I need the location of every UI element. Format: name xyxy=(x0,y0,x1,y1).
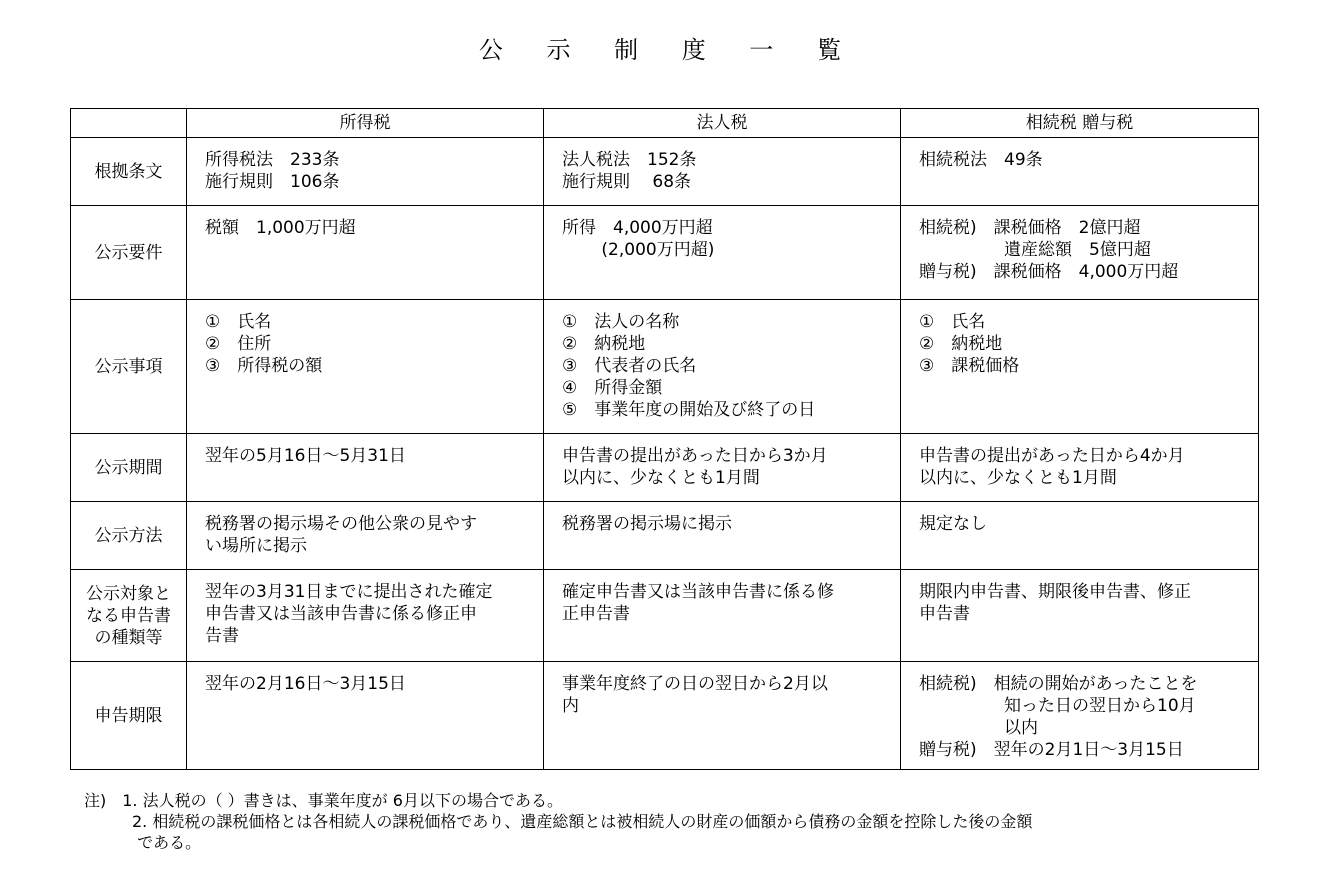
row-header-disclosure-items: 公示事項 xyxy=(71,300,187,434)
cell-target-returns-income-tax xyxy=(187,570,544,662)
cell-text-line: 施行規則 106条 xyxy=(205,172,340,192)
row-header-target-returns: 公示対象となる申告書の種類等 xyxy=(71,570,187,662)
cell-filing-deadline-inheritance-gift-tax xyxy=(901,662,1259,770)
cell-text-line: 正申告書 xyxy=(562,604,630,624)
cell-text-line: 所得税法 233条 xyxy=(205,150,340,170)
disclosure-table xyxy=(70,108,1259,770)
cell-text-line: 申告書 xyxy=(919,604,970,624)
cell-text-line: ③ 所得税の額 xyxy=(205,356,323,376)
cell-disclosure-items-income-tax xyxy=(187,300,544,434)
row-header-filing-deadline: 申告期限 xyxy=(71,662,187,770)
cell-text-line: 税務署の掲示場に掲示 xyxy=(562,514,732,534)
row-header-disclosure-period: 公示期間 xyxy=(71,434,187,502)
footnote-line: 2. 相続税の課税価格とは各相続人の課税価格であり、遺産総額とは被相続人の財産の価額から債務の金額を控除した後の金額 xyxy=(84,812,1033,831)
cell-text-line: 税額 1,000万円超 xyxy=(205,218,356,238)
column-header-corner xyxy=(71,109,187,138)
cell-text-line: ② 住所 xyxy=(205,334,272,354)
table-row xyxy=(71,570,1259,662)
footnote-line: である。 xyxy=(84,833,202,852)
column-header-inheritance-gift-tax: 相続税 贈与税 xyxy=(901,109,1259,138)
cell-text-line: ③ 課税価格 xyxy=(919,356,1020,376)
cell-text-line: 遺産総額 5億円超 xyxy=(919,240,1151,260)
cell-disclosure-method-inheritance-gift-tax xyxy=(901,502,1259,570)
cell-basis-articles-corporate-tax xyxy=(544,138,901,206)
cell-text-line: 相続税法 49条 xyxy=(919,150,1043,170)
cell-text-line: 贈与税) 翌年の2月1日～3月15日 xyxy=(919,740,1184,760)
cell-text-line: 申告書の提出があった日から4か月 xyxy=(919,446,1185,466)
cell-target-returns-corporate-tax xyxy=(544,570,901,662)
cell-disclosure-requirements-inheritance-gift-tax xyxy=(901,206,1259,300)
table-row xyxy=(71,300,1259,434)
cell-filing-deadline-income-tax xyxy=(187,662,544,770)
cell-text-line: 知った日の翌日から10月 xyxy=(919,696,1196,716)
column-header-corporate-tax: 法人税 xyxy=(544,109,901,138)
row-header-disclosure-method: 公示方法 xyxy=(71,502,187,570)
cell-disclosure-requirements-corporate-tax xyxy=(544,206,901,300)
cell-text-line: 施行規則 68条 xyxy=(562,172,692,192)
cell-text-line: 贈与税) 課税価格 4,000万円超 xyxy=(919,262,1179,282)
cell-text-line: 翌年の3月31日までに提出された確定 xyxy=(205,582,493,602)
cell-text-line: 税務署の掲示場その他公衆の見やす xyxy=(205,514,477,534)
cell-text-line: 翌年の5月16日～5月31日 xyxy=(205,446,406,466)
column-header-income-tax: 所得税 xyxy=(187,109,544,138)
page-title: 公 示 制 度 一 覧 xyxy=(478,36,860,64)
cell-target-returns-inheritance-gift-tax xyxy=(901,570,1259,662)
cell-text-line: 内 xyxy=(562,696,579,716)
cell-text-line: ⑤ 事業年度の開始及び終了の日 xyxy=(562,400,816,420)
cell-filing-deadline-corporate-tax xyxy=(544,662,901,770)
cell-disclosure-items-inheritance-gift-tax xyxy=(901,300,1259,434)
cell-disclosure-period-inheritance-gift-tax xyxy=(901,434,1259,502)
table-row xyxy=(71,662,1259,770)
cell-disclosure-period-corporate-tax xyxy=(544,434,901,502)
cell-text-line: 申告書又は当該申告書に係る修正申 xyxy=(205,604,477,624)
cell-text-line: ③ 代表者の氏名 xyxy=(562,356,697,376)
cell-text-line: (2,000万円超) xyxy=(562,240,715,260)
cell-text-line: 相続税) 相続の開始があったことを xyxy=(919,674,1198,694)
cell-disclosure-method-corporate-tax xyxy=(544,502,901,570)
cell-disclosure-method-income-tax xyxy=(187,502,544,570)
cell-text-line: い場所に掲示 xyxy=(205,536,307,556)
cell-disclosure-period-income-tax xyxy=(187,434,544,502)
cell-text-line: 法人税法 152条 xyxy=(562,150,697,170)
cell-basis-articles-inheritance-gift-tax xyxy=(901,138,1259,206)
table-row xyxy=(71,502,1259,570)
cell-disclosure-items-corporate-tax xyxy=(544,300,901,434)
row-header-basis-articles: 根拠条文 xyxy=(71,138,187,206)
cell-text-line: 期限内申告書、期限後申告書、修正 xyxy=(919,582,1191,602)
table-row xyxy=(71,434,1259,502)
cell-text-line: 確定申告書又は当該申告書に係る修 xyxy=(562,582,834,602)
cell-text-line: 告書 xyxy=(205,626,239,646)
cell-text-line: ② 納税地 xyxy=(562,334,646,354)
cell-disclosure-requirements-income-tax xyxy=(187,206,544,300)
table-header-row xyxy=(71,109,1259,138)
cell-text-line: ① 氏名 xyxy=(205,312,272,332)
cell-text-line: 所得 4,000万円超 xyxy=(562,218,713,238)
row-header-disclosure-requirements: 公示要件 xyxy=(71,206,187,300)
cell-basis-articles-income-tax xyxy=(187,138,544,206)
cell-text-line: 相続税) 課税価格 2億円超 xyxy=(919,218,1141,238)
cell-text-line: 以内 xyxy=(919,718,1038,738)
cell-text-line: ② 納税地 xyxy=(919,334,1003,354)
table-row xyxy=(71,206,1259,300)
footnote-line: 注) 1. 法人税の（ ）書きは、事業年度が 6月以下の場合である。 xyxy=(84,791,563,810)
table-row xyxy=(71,138,1259,206)
cell-text-line: ① 氏名 xyxy=(919,312,986,332)
footnotes xyxy=(84,790,1284,853)
cell-text-line: 申告書の提出があった日から3か月 xyxy=(562,446,828,466)
cell-text-line: ④ 所得金額 xyxy=(562,378,663,398)
cell-text-line: 以内に、少なくとも1月間 xyxy=(562,468,760,488)
cell-text-line: ① 法人の名称 xyxy=(562,312,680,332)
cell-text-line: 以内に、少なくとも1月間 xyxy=(919,468,1117,488)
cell-text-line: 翌年の2月16日～3月15日 xyxy=(205,674,406,694)
cell-text-line: 事業年度終了の日の翌日から2月以 xyxy=(562,674,828,694)
cell-text-line: 規定なし xyxy=(919,514,987,534)
